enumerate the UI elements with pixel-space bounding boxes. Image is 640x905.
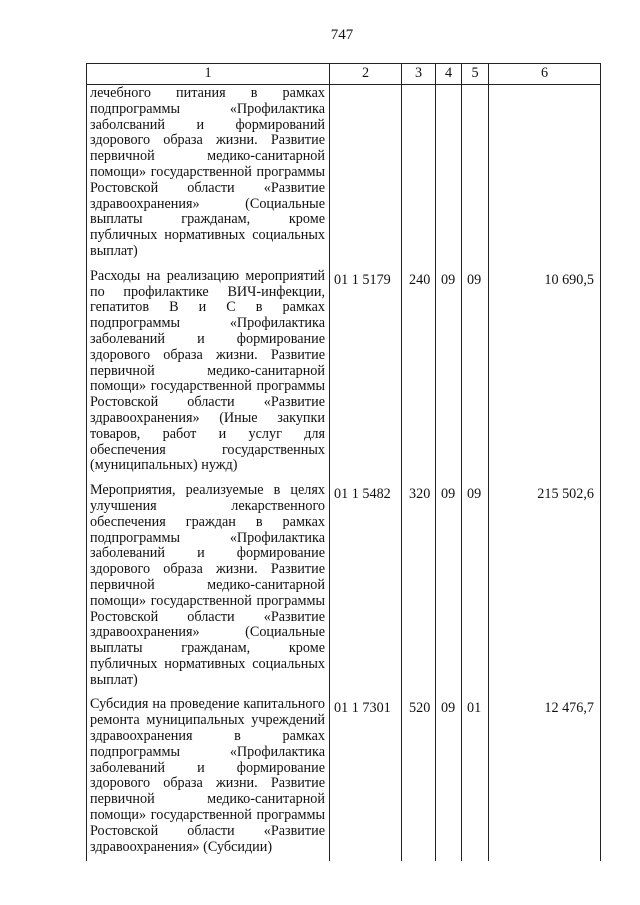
row-vr	[402, 85, 436, 266]
column-header-description: 1	[87, 64, 330, 85]
row-pr: 09	[462, 266, 489, 480]
row-amount: 12 476,7	[489, 694, 601, 861]
row-rz: 09	[436, 694, 462, 861]
row-rz: 09	[436, 266, 462, 480]
row-rz: 09	[436, 480, 462, 694]
row-pr: 01	[462, 694, 489, 861]
row-vr: 520	[402, 694, 436, 861]
row-description: Расходы на реализацию мероприятий по профилактике ВИЧ-инфекции, гепатитов В и С в рамках подпрограммы «Профилактика заболеваний и формирование здорового образа жизни. Развитие первичной медико-санитарной помощи» государственной программы Ростовской области «Развитие здравоохранения» (Иные закупки товаров, работ и услуг для обеспечения государственных (муниципальных) нужд)	[87, 266, 330, 480]
row-code: 01 1 5179	[330, 266, 402, 480]
row-code: 01 1 5482	[330, 480, 402, 694]
row-description: Мероприятия, реализуемые в целях улучшения лекарственного обеспечения граждан в рамках подпрограммы «Профилактика заболеваний и формирование здорового образа жизни. Развитие первичной медико-санитарной помощи» государственной программы Ростовской области «Развитие здравоохранения» (Социальные выплаты гражданам, кроме публичных нормативных социальных выплат)	[87, 480, 330, 694]
row-amount: 215 502,6	[489, 480, 601, 694]
row-vr: 240	[402, 266, 436, 480]
table-row	[87, 480, 601, 694]
table-row	[87, 694, 601, 861]
row-vr: 320	[402, 480, 436, 694]
row-description: Субсидия на проведение капитального ремонта муниципальных учреждений здравоохранения в рамках подпрограммы «Профилактика заболеваний и формирование здорового образа жизни. Развитие первичной медико-санитарной помощи» государственной программы Ростовской области «Развитие здравоохранения» (Субсидии)	[87, 694, 330, 861]
row-pr: 09	[462, 480, 489, 694]
column-header-pr: 5	[462, 64, 489, 85]
row-code	[330, 85, 402, 266]
row-amount	[489, 85, 601, 266]
table-row	[87, 266, 601, 480]
column-header-vr: 3	[402, 64, 436, 85]
column-header-code: 2	[330, 64, 402, 85]
row-rz	[436, 85, 462, 266]
table-header-row	[87, 64, 601, 85]
row-amount: 10 690,5	[489, 266, 601, 480]
row-code: 01 1 7301	[330, 694, 402, 861]
row-description: лечебного питания в рамках подпрограммы «Профилактика заболсваний и формирований здорового образа жизни. Развитие первичной медико-санитарной помощи» государственной программы Ростовской области «Развитие здравоохранения» (Социальные выплаты гражданам, кроме публичных нормативных социальных выплат)	[87, 85, 330, 266]
page-number: 747	[330, 27, 354, 43]
column-header-amount: 6	[489, 64, 601, 85]
row-pr	[462, 85, 489, 266]
table-row	[87, 85, 601, 266]
budget-table	[86, 63, 601, 861]
column-header-rz: 4	[436, 64, 462, 85]
